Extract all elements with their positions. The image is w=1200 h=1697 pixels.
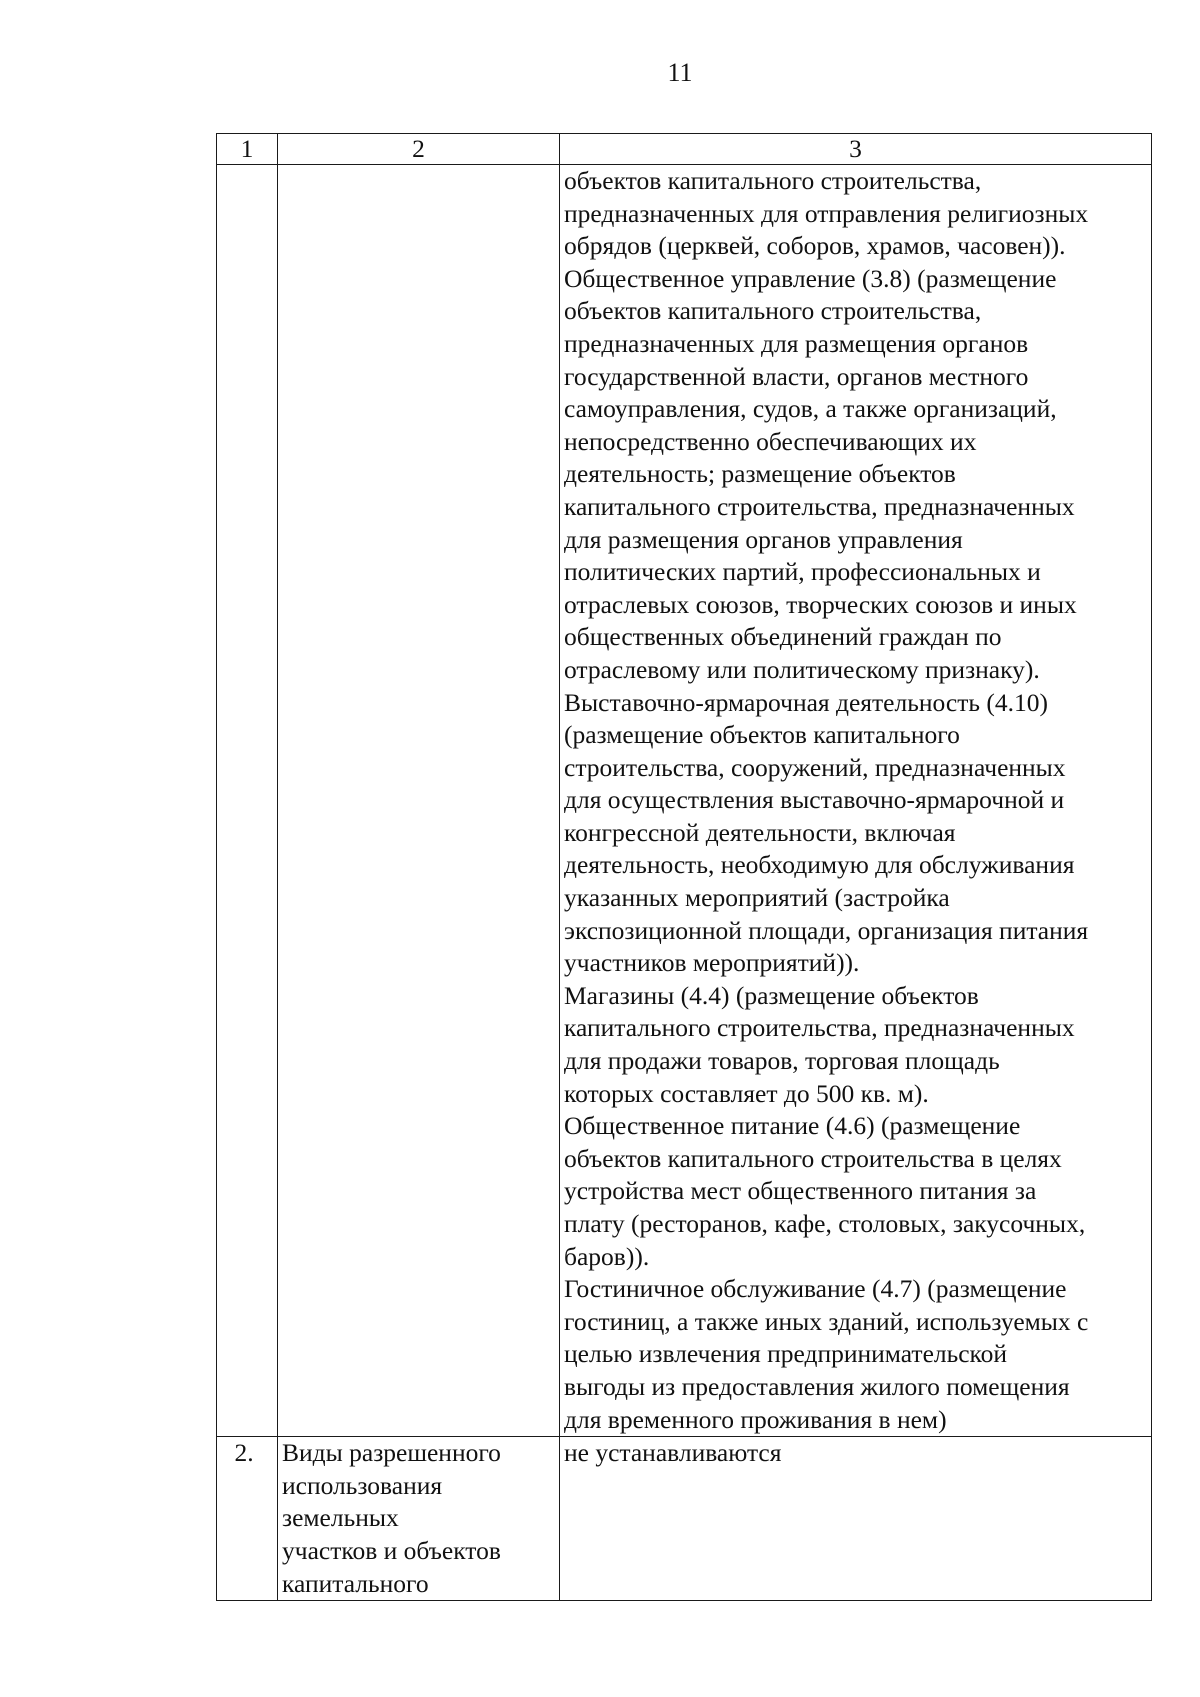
text-line: конгрессной деятельности, включая bbox=[564, 817, 956, 847]
text-line: для размещения органов управления bbox=[564, 524, 963, 554]
text-line: баров)). bbox=[564, 1241, 650, 1271]
text-line: объектов капитального строительства, bbox=[564, 296, 982, 326]
page-number: 11 bbox=[667, 58, 693, 87]
text-line: для временного проживания в нем) bbox=[564, 1404, 947, 1434]
text-line: предназначенных для отправления религиозных bbox=[564, 198, 1089, 228]
text-line: участков и объектов bbox=[282, 1535, 501, 1565]
text-line: государственной власти, органов местного bbox=[564, 361, 1029, 391]
text-line: деятельность, необходимую для обслуживания bbox=[564, 850, 1075, 880]
text-line: использования bbox=[282, 1470, 443, 1500]
column-header-1: 1 bbox=[217, 134, 278, 165]
row-number-cell bbox=[217, 165, 278, 1437]
text-line: (размещение объектов капитального bbox=[564, 720, 960, 750]
text-line: политических партий, профессиональных и bbox=[564, 557, 1041, 587]
table-row bbox=[217, 165, 1152, 1437]
text-line: гостиниц, а также иных зданий, используемых с bbox=[564, 1306, 1089, 1336]
text-line: деятельность; размещение объектов bbox=[564, 459, 956, 489]
text-line: объектов капитального строительства, bbox=[564, 166, 982, 195]
row-number-cell: 2. bbox=[217, 1437, 278, 1601]
row-name-cell bbox=[278, 165, 560, 1437]
text-line: капитального строительства, предназначенных bbox=[564, 1013, 1075, 1043]
text-line: экспозиционной площади, организация питания bbox=[564, 915, 1089, 945]
text-line: которых составляет до 500 кв. м). bbox=[564, 1078, 929, 1108]
text-line: предназначенных для размещения органов bbox=[564, 328, 1029, 358]
table-row bbox=[217, 1437, 1152, 1601]
text-line: общественных объединений граждан по bbox=[564, 622, 1002, 652]
text-line: Гостиничное обслуживание (4.7) (размещение bbox=[564, 1274, 1067, 1304]
text-line: отраслевых союзов, творческих союзов и иных bbox=[564, 589, 1077, 619]
text-line: целью извлечения предпринимательской bbox=[564, 1339, 1008, 1369]
text-line: плату (ресторанов, кафе, столовых, закусочных, bbox=[564, 1209, 1086, 1238]
text-line: устройства мест общественного питания за bbox=[564, 1176, 1037, 1206]
text-line: капитального bbox=[282, 1568, 429, 1598]
text-line: указанных мероприятий (застройка bbox=[564, 883, 950, 913]
text-line: непосредственно обеспечивающих их bbox=[564, 426, 977, 456]
row-content-cell bbox=[560, 165, 1152, 1437]
text-line: обрядов (церквей, соборов, храмов, часовен)). bbox=[564, 231, 1066, 261]
text-line: земельных bbox=[282, 1503, 399, 1533]
text-line: отраслевому или политическому признаку). bbox=[564, 654, 1040, 684]
text-line: выгоды из предоставления жилого помещения bbox=[564, 1371, 1070, 1401]
text-line: капитального строительства, предназначенных bbox=[564, 491, 1075, 521]
row-content-cell bbox=[560, 1437, 1152, 1601]
zoning-table bbox=[216, 133, 1152, 1601]
table-header-row bbox=[217, 134, 1152, 165]
column-header-2: 2 bbox=[278, 134, 560, 165]
text-line: самоуправления, судов, а также организаций, bbox=[564, 394, 1057, 424]
text-line: не устанавливаются bbox=[564, 1438, 782, 1468]
text-line: Виды разрешенного bbox=[282, 1438, 501, 1468]
text-line: участников мероприятий)). bbox=[564, 948, 860, 978]
text-line: Магазины (4.4) (размещение объектов bbox=[564, 980, 979, 1010]
column-header-3: 3 bbox=[560, 134, 1152, 165]
text-line: Общественное управление (3.8) (размещение bbox=[564, 263, 1057, 293]
row-name-cell bbox=[278, 1437, 560, 1601]
text-line: строительства, сооружений, предназначенных bbox=[564, 752, 1066, 782]
text-line: Выставочно-ярмарочная деятельность (4.10) bbox=[564, 687, 1048, 717]
text-line: объектов капитального строительства в целях bbox=[564, 1143, 1062, 1173]
text-line: для продажи товаров, торговая площадь bbox=[564, 1046, 1000, 1076]
text-line: Общественное питание (4.6) (размещение bbox=[564, 1111, 1021, 1141]
text-line: для осуществления выставочно-ярмарочной и bbox=[564, 785, 1065, 815]
